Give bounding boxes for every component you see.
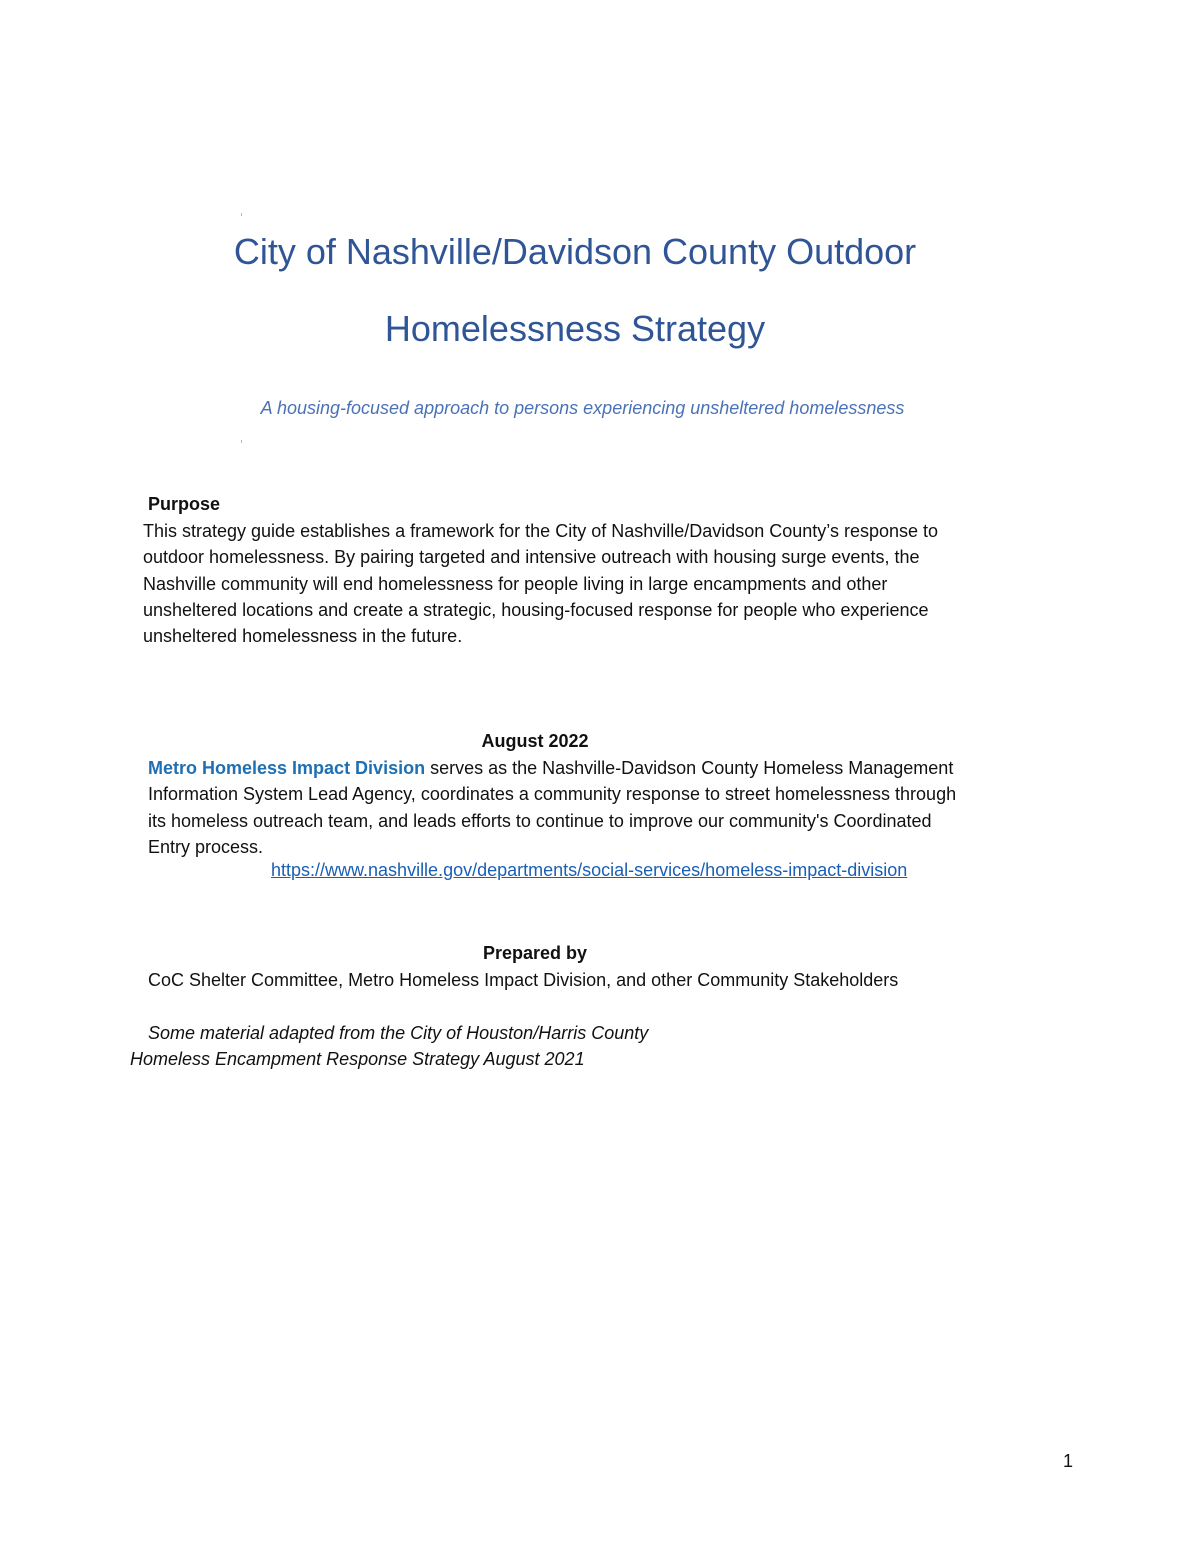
division-name-link[interactable]: Metro Homeless Impact Division <box>148 758 426 778</box>
prepared-heading: Prepared by <box>482 943 588 963</box>
division-first-line-text: serves as the Nashville-Davidson County Homeless Management <box>425 758 954 778</box>
adapted-line-2: Homeless Encampment Response Strategy August 2021 <box>130 1049 585 1069</box>
page-number: 1 <box>1063 1451 1074 1471</box>
division-paragraph <box>148 755 1078 860</box>
date-heading: August 2022 <box>481 731 589 751</box>
purpose-line: unsheltered locations and create a strategic, housing-focused response for people who experience <box>143 599 929 620</box>
decorative-mark <box>241 213 242 216</box>
adapted-line-1 <box>148 1020 648 1046</box>
purpose-paragraph <box>143 518 1083 649</box>
division-first-line <box>148 755 1078 781</box>
purpose-line: outdoor homelessness. By pairing targeted and intensive outreach with housing surge events, the <box>143 547 920 568</box>
division-url-link[interactable]: https://www.nashville.gov/departments/social-services/homeless-impact-division <box>271 860 908 880</box>
purpose-line: This strategy guide establishes a framework for the City of Nashville/Davidson County’s response to <box>143 521 939 541</box>
adapted-prefix: Some material adapted from the <box>148 1023 411 1043</box>
title-line-1: City of Nashville/Davidson County Outdoor <box>233 231 917 272</box>
adapted-source: City of Houston/Harris County <box>410 1023 649 1043</box>
purpose-heading: Purpose <box>148 494 221 514</box>
subtitle: A housing-focused approach to persons experiencing unsheltered homelessness <box>260 398 905 418</box>
title-line-2: Homelessness Strategy <box>384 308 766 349</box>
division-line: its homeless outreach team, and leads efforts to continue to improve our community's Coordinated <box>148 810 932 831</box>
purpose-line: Nashville community will end homelessness for people living in large encampments and other <box>143 573 888 594</box>
division-line: Entry process. <box>148 836 264 857</box>
purpose-line: unsheltered homelessness in the future. <box>143 626 463 647</box>
division-line: Information System Lead Agency, coordinates a community response to street homelessness through <box>148 784 957 805</box>
decorative-mark <box>241 440 242 443</box>
prepared-text: CoC Shelter Committee, Metro Homeless Impact Division, and other Community Stakeholders <box>148 970 899 990</box>
